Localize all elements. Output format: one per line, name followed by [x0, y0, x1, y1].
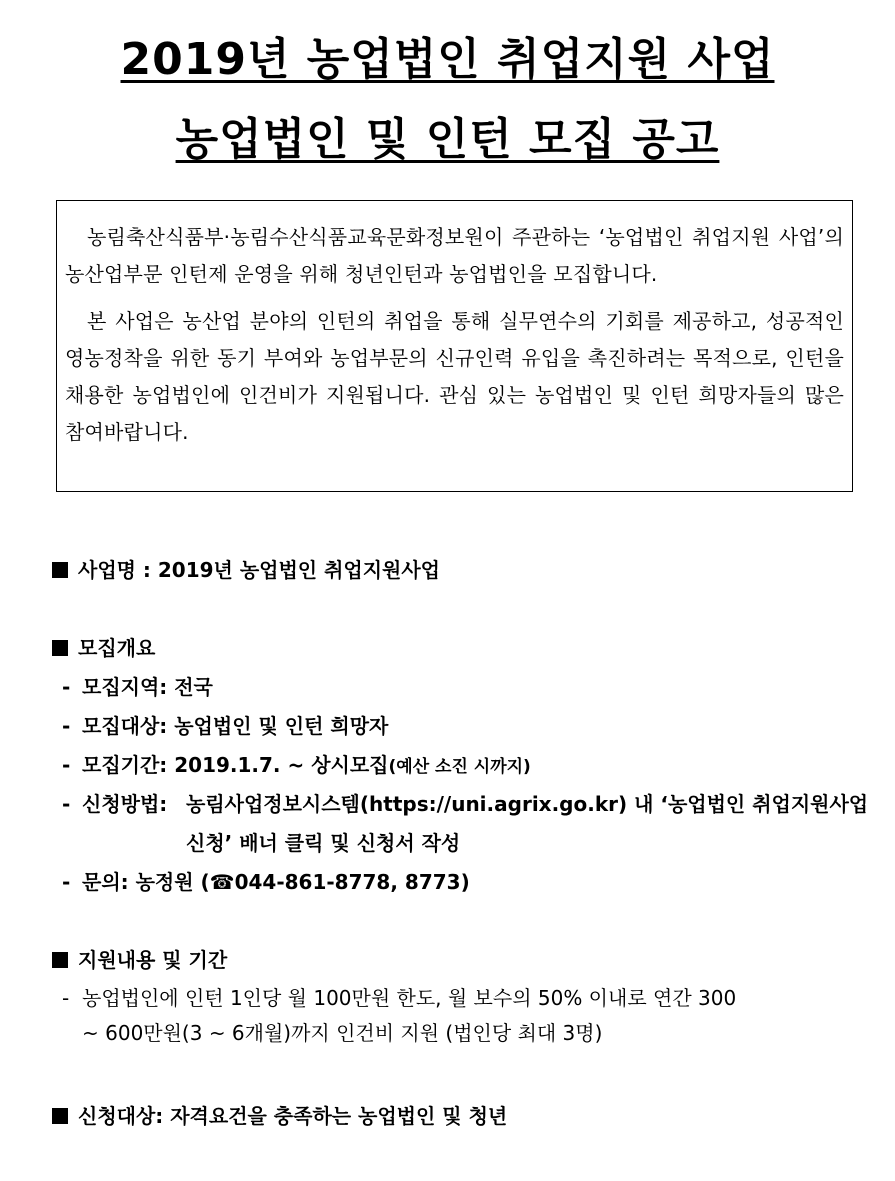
page-title-line2: 농업법인 및 인턴 모집 공고: [175, 114, 720, 165]
section-support: [52, 945, 227, 975]
section-project-name: [52, 555, 440, 585]
recruit-overview-heading: 모집개요: [78, 636, 156, 660]
apply-method: [62, 789, 868, 819]
intro-paragraph-1: 농림축산식품부·농림수산식품교육문화정보원이 주관하는 ‘농업법인 취업지원 사업’의 농산업부문 인턴제 운영을 위해 청년인턴과 농업법인을 모집합니다.: [65, 225, 844, 286]
recruit-target: [62, 711, 388, 741]
section-recruit-overview: [52, 633, 155, 663]
recruit-period-text: 모집기간: 2019.1.7. ~ 상시모집: [82, 753, 389, 777]
dash-bullet: -: [62, 753, 71, 777]
dash-bullet: -: [62, 986, 70, 1010]
support-heading: 지원내용 및 기간: [78, 948, 228, 972]
dash-bullet: -: [62, 792, 71, 816]
square-bullet-icon: [52, 952, 68, 968]
project-name-text: 사업명 : 2019년 농업법인 취업지원사업: [78, 558, 440, 582]
recruit-region-text: 모집지역: 전국: [82, 675, 213, 699]
recruit-period-note: (예산 소진 시까지): [388, 757, 531, 777]
recruit-period: [62, 750, 531, 782]
support-details: [62, 981, 848, 1051]
section-eligibility: [52, 1101, 507, 1131]
intro-paragraph-2: 본 사업은 농산업 분야의 인턴의 취업을 통해 실무연수의 기회를 제공하고, 성공적인 영농정착을 위한 동기 부여와 농업부문의 신규인력 유입을 촉진하려는 목적으로, 인턴을 채용한 농업법인에 인건비가 지원됩니다. 관심 있는 농업법인 및 인턴 희망자들의 많은 참여바랍니다.: [65, 309, 844, 444]
recruit-region: [62, 672, 213, 702]
square-bullet-icon: [52, 1108, 68, 1124]
intro-box: [56, 200, 853, 492]
support-line1: 농업법인에 인턴 1인당 월 100만원 한도, 월 보수의 50% 이내로 연간 300: [82, 986, 737, 1010]
recruit-target-text: 모집대상: 농업법인 및 인턴 희망자: [82, 714, 389, 738]
apply-method-line2: 신청’ 배너 클릭 및 신청서 작성: [186, 831, 461, 855]
apply-method-line1: 농림사업정보시스템(https://uni.agrix.go.kr) 내 ‘농업법인 취업지원사업: [186, 792, 869, 816]
apply-method-label: 신청방법:: [82, 792, 168, 816]
eligibility-text: 신청대상: 자격요건을 충족하는 농업법인 및 청년: [78, 1104, 508, 1128]
dash-bullet: -: [62, 714, 71, 738]
contact: [62, 867, 470, 897]
support-line2: ~ 600만원(3 ~ 6개월)까지 인건비 지원 (법인당 최대 3명): [82, 1021, 603, 1045]
dash-bullet: -: [62, 870, 71, 894]
page-title-line1: 2019년 농업법인 취업지원 사업: [120, 34, 775, 85]
square-bullet-icon: [52, 562, 68, 578]
contact-text: 문의: 농정원 (☎044-861-8778, 8773): [82, 870, 470, 894]
square-bullet-icon: [52, 640, 68, 656]
dash-bullet: -: [62, 675, 71, 699]
